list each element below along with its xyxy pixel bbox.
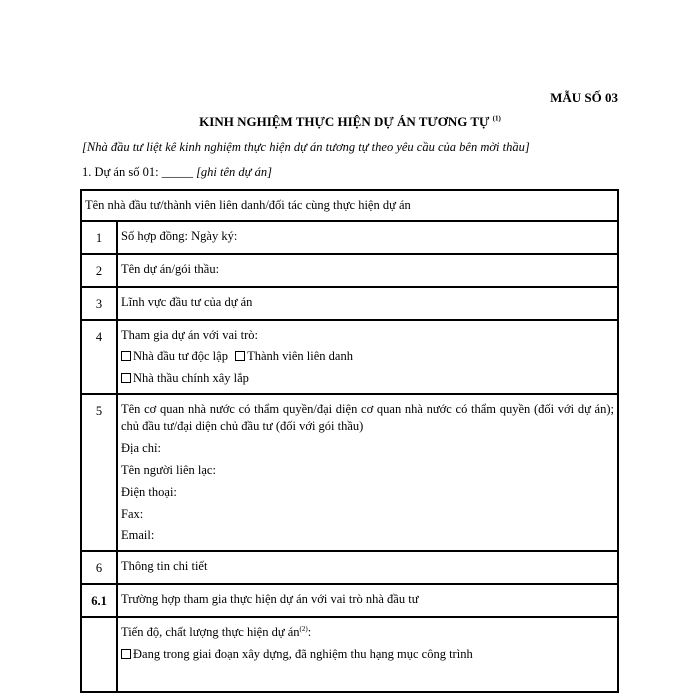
table-row (81, 221, 618, 254)
row-label: Tên cơ quan nhà nước có thẩm quyền/đại diện cơ quan nhà nước có thẩm quyền (đối với dự án); chủ đầu tư/đại diện chủ đầu tư (đối với gói thầu) (121, 402, 614, 433)
row-label: Tên dự án/gói thầu: (117, 254, 618, 287)
option-label: Nhà đầu tư độc lập (133, 349, 228, 364)
option-label: Thành viên liên danh (247, 349, 353, 364)
table-row (81, 394, 618, 551)
row-label: Trường hợp tham gia thực hiện dự án với vai trò nhà đầu tư (117, 584, 618, 617)
checkbox-consortium-member[interactable] (235, 351, 245, 361)
project-label: 1. Dự án số 01: _____ (82, 165, 193, 179)
progress-option-line (121, 646, 614, 663)
row-label: Thông tin chi tiết (117, 551, 618, 584)
option-label: Đang trong giai đoạn xây dựng, đã nghiệm thu hạng mục công trình (133, 646, 473, 661)
table-row (81, 584, 618, 617)
instruction-text: [Nhà đầu tư liệt kê kinh nghiệm thực hiện dự án tương tự theo yêu cầu của bên mời thầu] (82, 140, 530, 154)
address-label: Địa chỉ: (121, 440, 161, 455)
role-cell (117, 320, 618, 395)
authority-cell (117, 394, 618, 551)
row-number: 5 (81, 394, 117, 551)
document-title (0, 114, 700, 130)
row-number: 6.1 (81, 584, 117, 617)
form-code: MẪU SỐ 03 (550, 90, 618, 105)
option-label: Nhà thầu chính xây lắp (133, 371, 249, 386)
email-label: Email: (121, 528, 155, 543)
contact-label: Tên người liên lạc: (121, 462, 216, 477)
fax-label: Fax: (121, 506, 144, 521)
row-number: 4 (81, 320, 117, 395)
progress-option-line (121, 668, 614, 685)
table-header-cell: Tên nhà đầu tư/thành viên liên danh/đối tác cùng thực hiện dự án (81, 190, 618, 221)
project-hint: [ghi tên dự án] (196, 165, 272, 179)
checkbox-under-construction[interactable] (121, 649, 131, 659)
row-label: Tham gia dự án với vai trò: (121, 327, 258, 342)
row-label: Số hợp đồng: Ngày ký: (117, 221, 618, 254)
progress-label-line (121, 624, 614, 641)
table-header-row (81, 190, 618, 221)
project-line (82, 165, 272, 180)
row-number (81, 617, 117, 692)
title-text: KINH NGHIỆM THỰC HIỆN DỰ ÁN TƯƠNG TỰ (199, 114, 490, 129)
row-number: 2 (81, 254, 117, 287)
row-label: Tiến độ, chất lượng thực hiện dự án (121, 625, 300, 639)
role-options-line (121, 348, 614, 365)
checkbox-main-contractor[interactable] (121, 373, 131, 383)
phone-label: Điện thoại: (121, 484, 177, 499)
colon: : (307, 625, 312, 639)
role-options-line (121, 370, 614, 387)
progress-footnote: (2) (299, 624, 308, 633)
experience-table (80, 189, 619, 693)
table-row (81, 320, 618, 395)
table-row (81, 551, 618, 584)
row-number: 1 (81, 221, 117, 254)
table-row (81, 617, 618, 692)
checkbox-independent-investor[interactable] (121, 351, 131, 361)
row-number: 6 (81, 551, 117, 584)
row-number: 3 (81, 287, 117, 320)
table-row (81, 287, 618, 320)
table-row (81, 254, 618, 287)
progress-cell (117, 617, 618, 692)
row-label: Lĩnh vực đầu tư của dự án (117, 287, 618, 320)
title-footnote: (1) (492, 114, 501, 123)
